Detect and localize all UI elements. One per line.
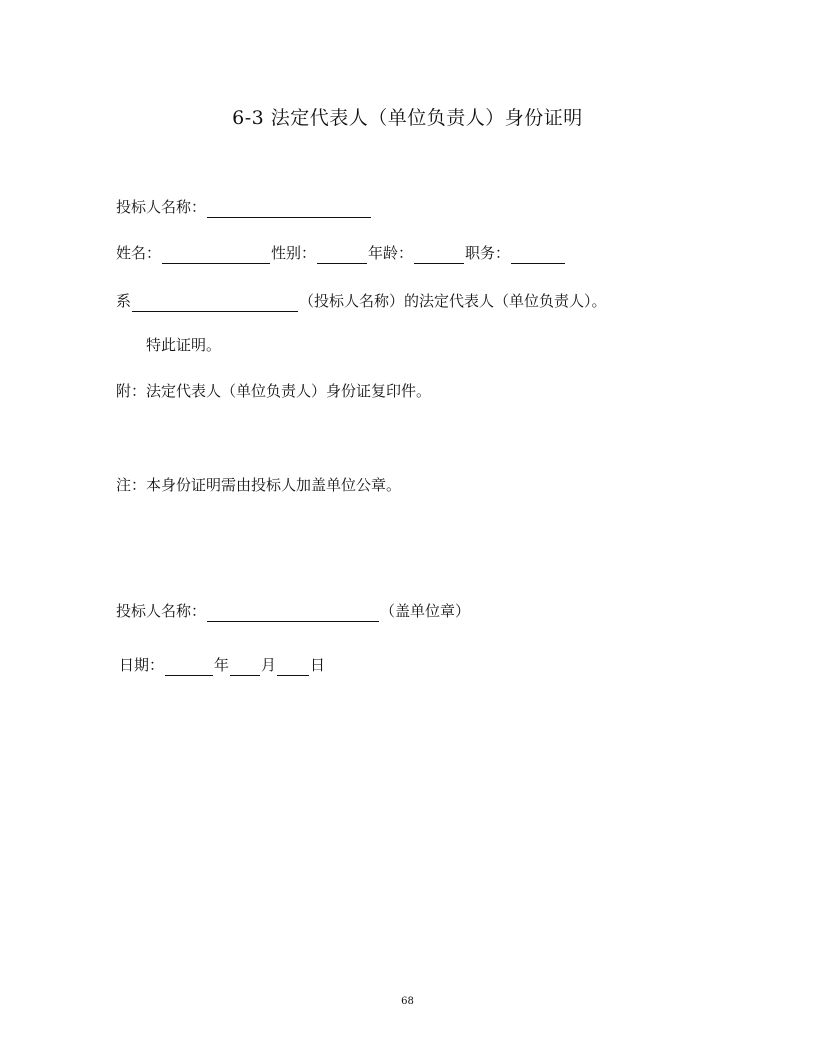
age-label: 年龄： [368,244,414,262]
month-blank [230,659,260,676]
gender-label: 性别： [271,244,317,262]
personal-info-line [116,242,566,264]
relation-prefix: 系 [116,292,132,310]
signature-blank [207,605,379,622]
relation-line [116,290,607,312]
certify-line [146,334,221,356]
position-label: 职务： [465,244,511,262]
seal-note: （盖单位章） [380,602,471,620]
relation-blank [132,295,298,312]
year-label: 年 [214,656,230,674]
note-line [116,474,401,496]
year-blank [165,659,213,676]
date-line [119,654,325,676]
attachment-text: 附：法定代表人（单位负责人）身份证复印件。 [116,382,432,400]
gender-blank [317,247,367,264]
relation-suffix: （投标人名称）的法定代表人（单位负责人）。 [299,292,607,310]
day-blank [277,659,309,676]
date-label: 日期： [119,656,165,674]
bidder-name-label: 投标人名称： [116,198,207,216]
age-blank [414,247,464,264]
name-label: 姓名： [116,244,162,262]
name-blank [162,247,270,264]
day-label: 日 [310,656,326,674]
position-blank [511,247,565,264]
attachment-line [116,380,431,402]
signature-line [116,600,470,622]
bidder-name-blank [207,201,371,218]
bidder-name-line [116,196,372,218]
certify-text: 特此证明。 [146,336,222,354]
month-label: 月 [261,656,277,674]
signature-label: 投标人名称： [116,602,207,620]
note-text: 注：本身份证明需由投标人加盖单位公章。 [116,476,402,494]
page-number: 68 [401,996,414,1007]
page-title: 6-3 法定代表人（单位负责人）身份证明 [232,107,583,129]
